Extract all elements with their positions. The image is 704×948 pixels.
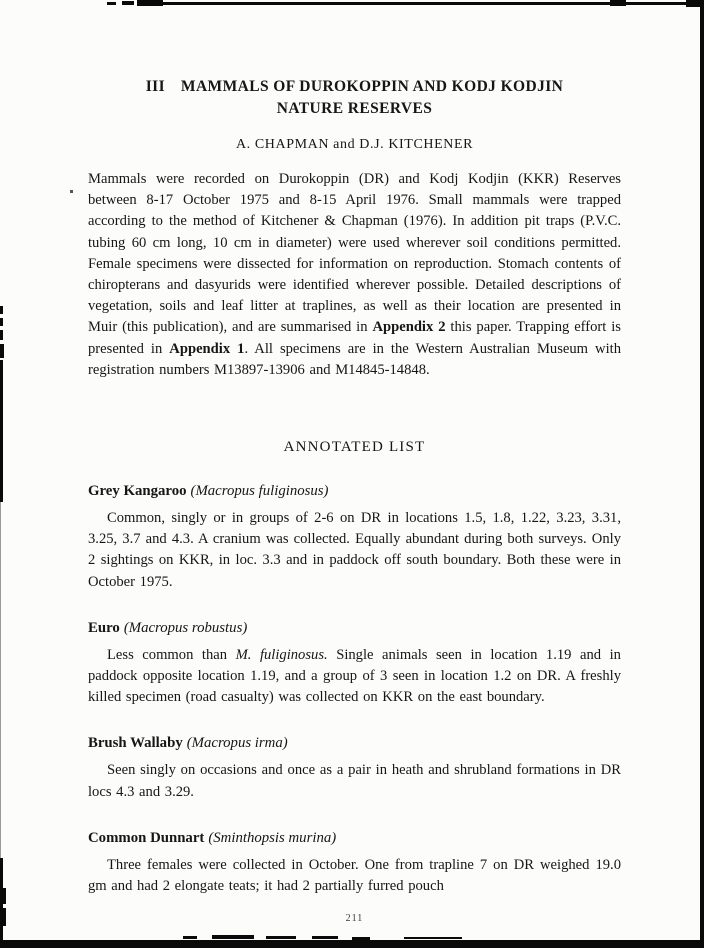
scan-artifact-bottom-dash — [212, 935, 254, 939]
scan-artifact-top-dash — [107, 2, 116, 5]
species-paragraph: Less common than M. fuliginosus. Single animals seen in location 1.19 and in paddock opposite location 1.19, and a group of 3 seen in location 1.2 on DR. A freshly killed specimen (road casualty) was collected on KKR on the east boundary. — [88, 646, 621, 706]
scan-artifact-bottom-dash — [266, 936, 296, 939]
section-heading-annotated-list: ANNOTATED LIST — [283, 439, 426, 456]
scan-artifact-top-blob — [137, 0, 163, 6]
species-paragraph: Seen singly on occasions and once as a pair in heath and shrubland formations in DR locs 4.3 and 3.29. — [88, 762, 621, 800]
species-paragraph: Three females were collected in October. One from trapline 7 on DR weighed 19.0 gm and had 2 elongate teats; it had 2 partially furred pouch — [88, 856, 621, 895]
species-heading — [88, 618, 621, 638]
species-entry-common-dunnart — [88, 828, 621, 897]
scan-artifact-bottom-dash — [312, 936, 338, 939]
scan-artifact-bottom-dash — [183, 936, 197, 939]
scan-artifact-left-blob — [0, 888, 6, 904]
species-scientific-name: (Macropus fuliginosus) — [190, 483, 329, 500]
scan-artifact-left-dash — [0, 306, 3, 314]
article-title-line2: NATURE RESERVES — [276, 100, 433, 117]
scan-artifact-right-border — [700, 0, 704, 941]
page-content — [88, 76, 621, 924]
scan-artifact-top-dash — [122, 1, 134, 5]
authors-line: A. CHAPMAN and D.J. KITCHENER — [235, 137, 474, 152]
scan-artifact-bottom-dash — [352, 937, 370, 940]
species-common-name: Euro — [88, 619, 120, 636]
species-heading — [88, 733, 621, 753]
article-title-line1: III MAMMALS OF DUROKOPPIN AND KODJ KODJIN — [145, 78, 564, 95]
scan-artifact-left-dash — [0, 318, 3, 326]
species-heading — [88, 828, 621, 848]
scan-artifact-left-blob — [0, 908, 6, 926]
species-scientific-name: (Macropus irma) — [186, 735, 288, 752]
species-entry-euro — [88, 618, 621, 709]
scan-artifact-left-dash — [0, 330, 3, 340]
species-heading — [88, 481, 621, 501]
species-common-name: Grey Kangaroo — [88, 483, 187, 500]
scan-artifact-top-tick — [610, 0, 626, 6]
species-entry-grey-kangaroo — [88, 481, 621, 593]
species-common-name: Common Dunnart — [88, 829, 205, 846]
scan-artifact-bottom-dash — [404, 937, 462, 939]
scan-artifact-left-dash — [0, 344, 4, 358]
scan-artifact-bottom-border — [0, 940, 704, 948]
scan-artifact-left-faint-line — [0, 502, 1, 858]
species-scientific-name: (Macropus robustus) — [123, 619, 248, 636]
scan-artifact-left-border — [0, 360, 3, 502]
species-scientific-name: (Sminthopsis murina) — [208, 829, 337, 846]
species-common-name: Brush Wallaby — [88, 735, 183, 752]
scan-artifact-speck — [70, 190, 73, 193]
species-paragraph: Common, singly or in groups of 2-6 on DR in locations 1.5, 1.8, 1.22, 3.23, 3.31, 3.25, 3.7 and 4.3. A cranium was collected. Equally abundant during both surveys. Only 2 sightings on KKR, in loc. 3.3 and in paddock off south boundary. Both these were in October 1975. — [88, 510, 621, 590]
abstract-paragraph: Mammals were recorded on Durokoppin (DR) and Kodj Kodjin (KKR) Reserves between 8-17 October 1975 and 8-15 April 1976. Small mammals were trapped according to the method of Kitchener & Chapman (1976). In addition pit traps (P.V.C. tubing 60 cm long, 10 cm in diameter) were used wherever soil conditions permitted. Female specimens were dissected for information on reproduction. Stomach contents of chiropterans and dasyurids were identified wherever possible. Detailed descriptions of vegetation, soils and leaf litter at traplines, as well as their location are presented in Muir (this publication), and are summarised in Appendix 2 this paper. Trapping effort is presented in Appendix 1. All specimens are in the Western Australian Museum with registration numbers M13897-13906 and M14845-14848. — [88, 171, 621, 378]
species-entry-brush-wallaby — [88, 733, 621, 802]
page-number: 211 — [345, 913, 364, 925]
